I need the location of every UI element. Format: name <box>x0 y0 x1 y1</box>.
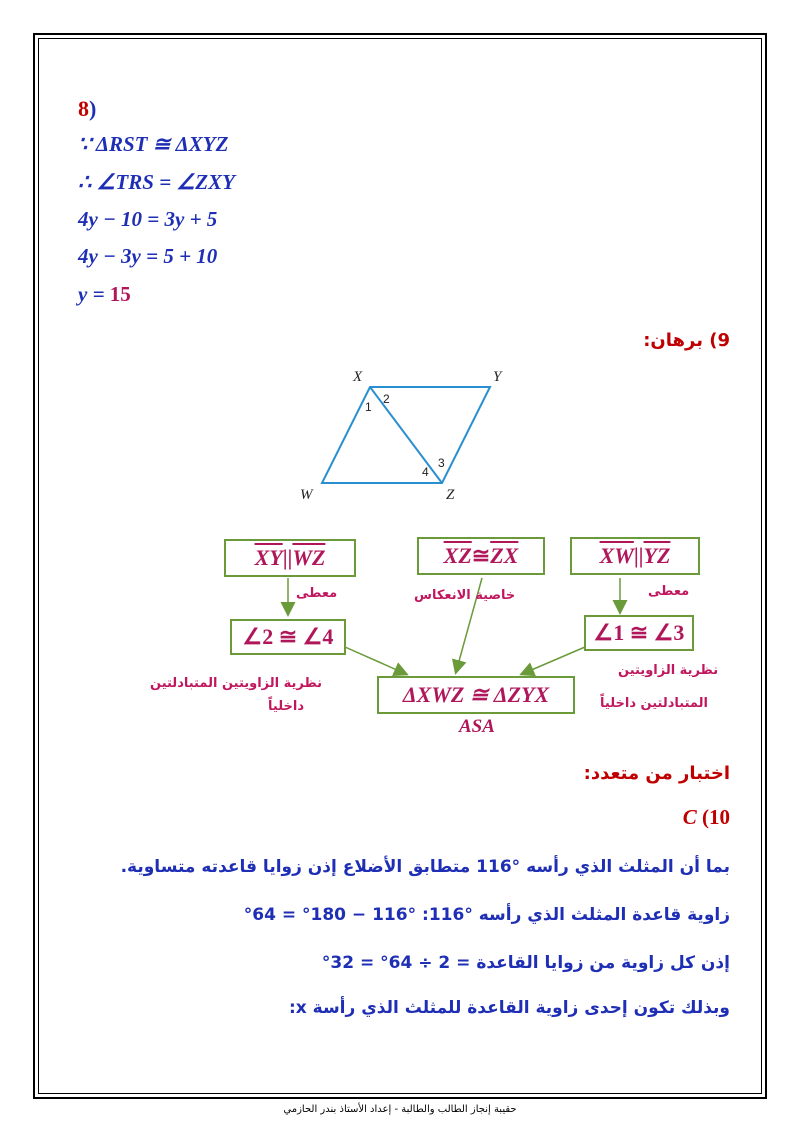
angle-2-label: 2 <box>383 392 390 406</box>
label-alt-interior-left-2: داخلياً <box>268 699 304 714</box>
problem-8-line-2: ∴ ∠TRS = ∠ZXY <box>78 170 235 194</box>
mc-line-2: زاوية قاعدة المثلث الذي رأسه °116: °116 − 180° = 64° <box>243 905 730 925</box>
problem-8-line-3: 4y − 10 = 3y + 5 <box>78 207 218 231</box>
problem-8-line-4: 4y − 3y = 5 + 10 <box>78 244 218 268</box>
angle-4-label: 4 <box>422 465 429 479</box>
label-asa: ASA <box>459 716 495 737</box>
box-xz-congruent-zx: $\overline{XZ}$ ≅ $\overline{ZX}$ <box>417 537 545 575</box>
arrow-angle13-to-triangles <box>522 647 585 674</box>
problem-8-line-5: y = 15 <box>78 282 131 306</box>
vertex-z-label: Z <box>446 487 455 503</box>
mc-line-1: بما أن المثلث الذي رأسه °116 متطابق الأضلاع إذن زوايا قاعدته متساوية. <box>120 857 730 877</box>
box-xy-parallel-wz: $\overline{XY}$ || $\overline{WZ}$ <box>224 539 356 577</box>
angle-3-label: 3 <box>438 456 445 470</box>
mc-line-4: وبذلك تكون إحدى زاوية القاعدة للمثلث الذي رأسة x: <box>288 998 730 1018</box>
mc-answer: C (10 <box>682 805 730 829</box>
angle-1-label: 1 <box>365 400 372 414</box>
label-alt-interior-right-2: المتبادلتين داخلياً <box>600 696 708 711</box>
vertex-x-label: X <box>353 369 363 385</box>
vertex-w-label: W <box>300 487 313 503</box>
label-reflexive: خاصية الانعكاس <box>414 588 516 603</box>
box-angle2-congruent-angle4: ∠2 ≅ ∠4 <box>230 619 346 655</box>
vertex-y-label: Y <box>493 369 502 385</box>
diagonal-xz <box>370 387 442 483</box>
label-alt-interior-left-1: نظرية الزاويتين المتبادلتين <box>150 676 323 691</box>
page-footer: حقيبة إنجاز الطالب والطالبة - إعداد الأستاذ بندر الحازمي <box>283 1104 517 1115</box>
mc-heading: اختبار من متعدد: <box>583 763 730 784</box>
problem-8-number: 8) <box>78 96 97 121</box>
arrow-angle24-to-triangles <box>345 647 406 674</box>
label-given-left: معطى <box>296 586 338 601</box>
box-triangles-congruent: ΔXWZ ≅ ΔZYX <box>377 676 575 714</box>
box-xw-parallel-yz: $\overline{XW}$ || $\overline{YZ}$ <box>570 537 700 575</box>
label-alt-interior-right-1: نظرية الزاويتين <box>618 663 719 678</box>
problem-9-heading: 9) برهان: <box>643 330 730 351</box>
label-given-right: معطى <box>648 584 690 599</box>
problem-8-line-1: ∵ ΔRST ≅ ΔXYZ <box>78 132 229 156</box>
mc-line-3: إذن كل زاوية من زوايا القاعدة = 2 ÷ 64° = 32° <box>321 953 730 973</box>
box-angle1-congruent-angle3: ∠1 ≅ ∠3 <box>584 615 694 651</box>
